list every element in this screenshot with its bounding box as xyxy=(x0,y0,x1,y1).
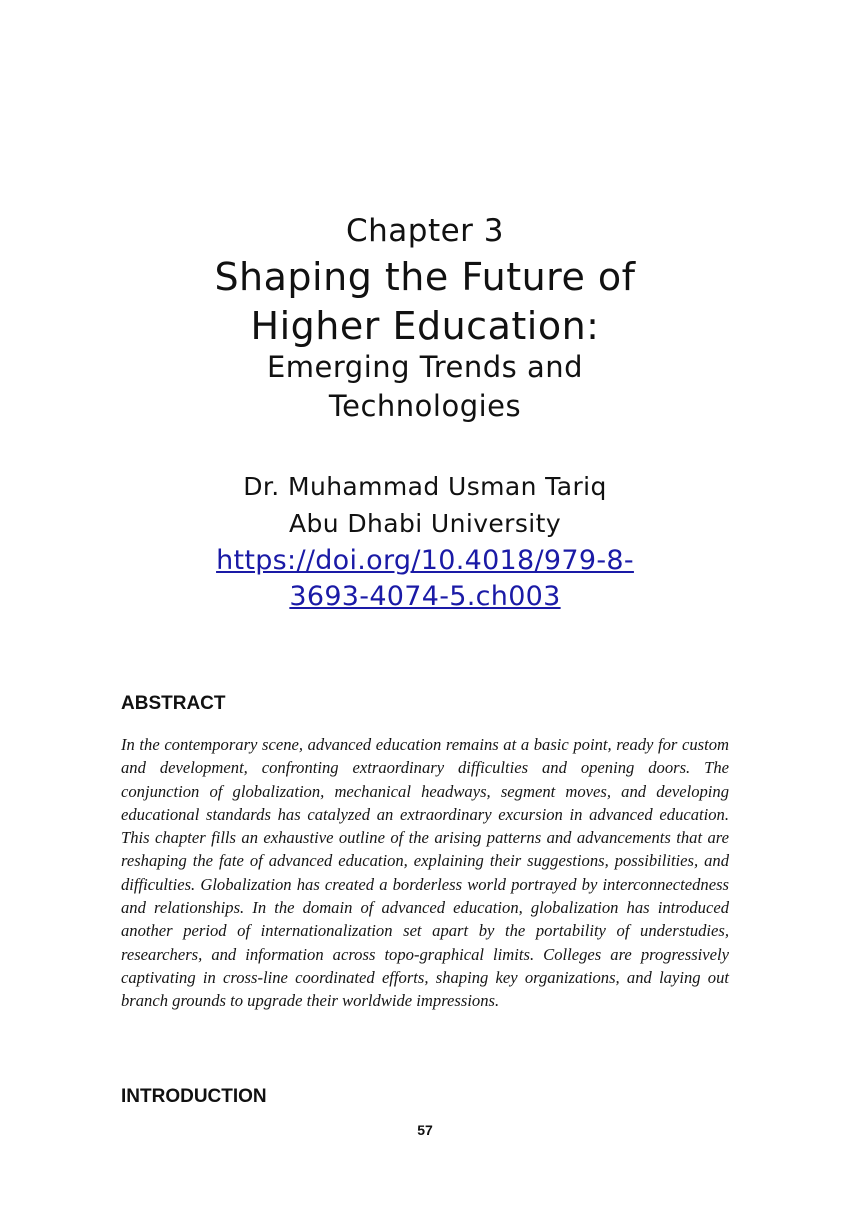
chapter-subtitle xyxy=(0,348,850,426)
chapter-label: Chapter 3 xyxy=(345,213,505,249)
author-name: Dr. Muhammad Usman Tariq xyxy=(243,472,607,501)
doi-link[interactable] xyxy=(0,543,850,615)
author-affiliation: Abu Dhabi University xyxy=(288,509,562,538)
doi-link-line[interactable]: https://doi.org/10.4018/979-8- xyxy=(216,545,634,576)
chapter-subtitle-line: Technologies xyxy=(328,389,522,423)
author-block xyxy=(0,468,850,542)
doi-link-line[interactable]: 3693-4074-5.ch003 xyxy=(289,581,561,612)
chapter-title-line: Higher Education: xyxy=(250,304,600,348)
page-number: 57 xyxy=(417,1122,433,1138)
abstract-body: In the contemporary scene, advanced education remains at a basic point, ready for custom and development, confronting extraordinary difficulties and opening doors. The conjunction of globalization, mechanical headways, segment moves, and developing educational standards has catalyzed an extraordinary excursion in advanced education. This chapter fills an exhaustive outline of the arising patterns and advancements that are reshaping the fate of advanced education, explaining their suggestions, possibilities, and difficulties. Globalization has created a borderless world portrayed by interconnectedness and relationships. In the domain of advanced education, globalization has introduced another period of internationalization set apart by the portability of understudies, researchers, and information across topo-graphical limits. Colleges are progressively captivating in cross-line coordinated efforts, shaping key organizations, and laying out branch grounds to upgrade their worldwide impressions. xyxy=(121,735,729,1011)
abstract-heading: ABSTRACT xyxy=(121,693,226,714)
introduction-heading: INTRODUCTION xyxy=(121,1086,267,1107)
chapter-title xyxy=(0,253,850,351)
chapter-title-line: Shaping the Future of xyxy=(214,255,636,299)
chapter-subtitle-line: Emerging Trends and xyxy=(266,350,584,384)
